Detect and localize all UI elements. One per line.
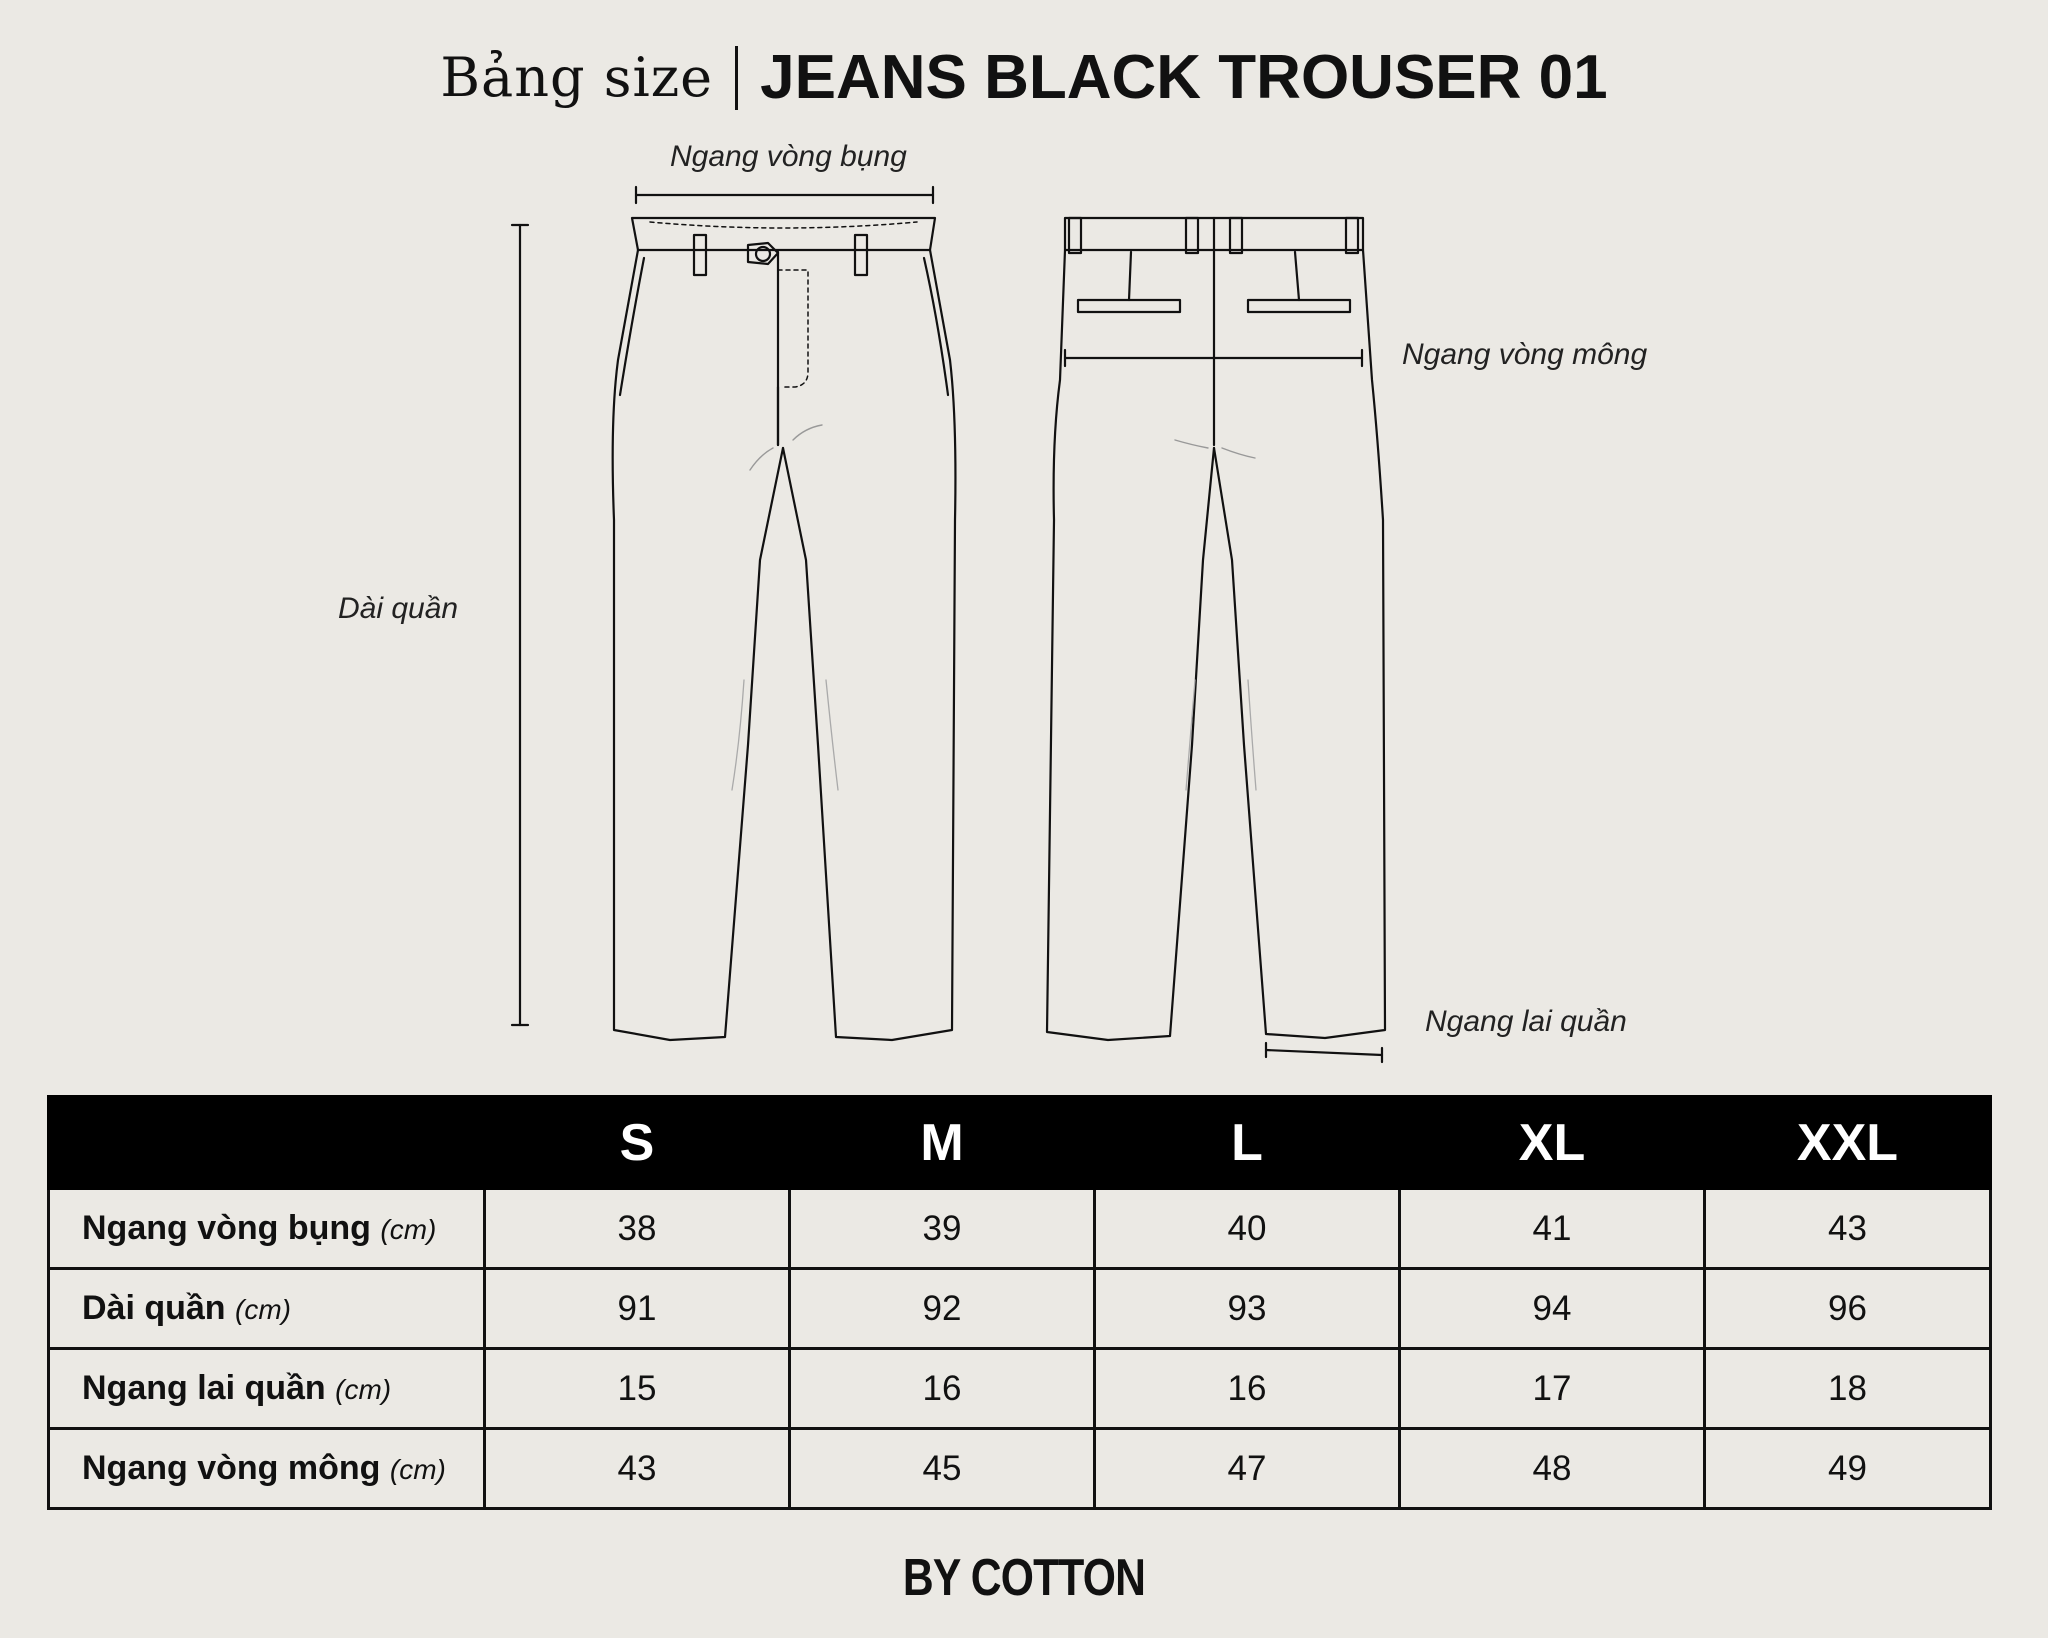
table-row bbox=[49, 1189, 1991, 1269]
table-cell: 49 bbox=[1705, 1429, 1991, 1509]
row-label-text: Dài quần bbox=[82, 1289, 226, 1327]
back-view-trouser bbox=[1047, 218, 1385, 1040]
table-cell: 41 bbox=[1400, 1189, 1705, 1269]
table-row bbox=[49, 1269, 1991, 1349]
table-cell: 43 bbox=[485, 1429, 790, 1509]
unit-label: (cm) bbox=[335, 1374, 392, 1405]
size-header-xxl: XXL bbox=[1705, 1097, 1991, 1189]
table-row bbox=[49, 1429, 1991, 1509]
header-blank-cell bbox=[49, 1097, 485, 1189]
unit-label: (cm) bbox=[235, 1294, 292, 1325]
length-measure-line bbox=[512, 225, 528, 1025]
row-label-text: Ngang vòng bụng bbox=[82, 1209, 371, 1247]
unit-label: (cm) bbox=[389, 1454, 446, 1485]
row-label-hem bbox=[49, 1349, 485, 1429]
front-view-trouser bbox=[613, 218, 956, 1040]
size-header-m: M bbox=[790, 1097, 1095, 1189]
size-header-s: S bbox=[485, 1097, 790, 1189]
row-label-text: Ngang lai quần bbox=[82, 1369, 326, 1407]
hem-measure-line bbox=[1266, 1043, 1382, 1062]
table-cell: 38 bbox=[485, 1189, 790, 1269]
table-cell: 43 bbox=[1705, 1189, 1991, 1269]
size-header-xl: XL bbox=[1400, 1097, 1705, 1189]
table-cell: 16 bbox=[1095, 1349, 1400, 1429]
table-cell: 92 bbox=[790, 1269, 1095, 1349]
length-label: Dài quần bbox=[338, 592, 459, 625]
waist-label: Ngang vòng bụng bbox=[670, 140, 907, 173]
brand-logo: BY COTTON bbox=[902, 1549, 1146, 1607]
table-cell: 48 bbox=[1400, 1429, 1705, 1509]
hip-label: Ngang vòng mông bbox=[1402, 338, 1648, 371]
product-name: JEANS BLACK TROUSER 01 bbox=[760, 43, 1608, 112]
size-header-row bbox=[49, 1097, 1991, 1189]
table-cell: 94 bbox=[1400, 1269, 1705, 1349]
table-cell: 18 bbox=[1705, 1349, 1991, 1429]
hem-label: Ngang lai quần bbox=[1425, 1005, 1627, 1038]
size-table bbox=[47, 1095, 1992, 1510]
table-cell: 16 bbox=[790, 1349, 1095, 1429]
row-label-text: Ngang vòng mông bbox=[82, 1449, 381, 1487]
table-cell: 39 bbox=[790, 1189, 1095, 1269]
table-cell: 40 bbox=[1095, 1189, 1400, 1269]
table-row bbox=[49, 1349, 1991, 1429]
table-cell: 96 bbox=[1705, 1269, 1991, 1349]
waist-measure-line bbox=[636, 187, 933, 203]
table-cell: 91 bbox=[485, 1269, 790, 1349]
table-cell: 15 bbox=[485, 1349, 790, 1429]
title-prefix: Bảng size bbox=[440, 46, 714, 109]
row-label-hip bbox=[49, 1429, 485, 1509]
table-cell: 93 bbox=[1095, 1269, 1400, 1349]
table-cell: 17 bbox=[1400, 1349, 1705, 1429]
table-cell: 45 bbox=[790, 1429, 1095, 1509]
unit-label: (cm) bbox=[380, 1214, 437, 1245]
row-label-waist bbox=[49, 1189, 485, 1269]
row-label-length bbox=[49, 1269, 485, 1349]
size-header-l: L bbox=[1095, 1097, 1400, 1189]
table-cell: 47 bbox=[1095, 1429, 1400, 1509]
